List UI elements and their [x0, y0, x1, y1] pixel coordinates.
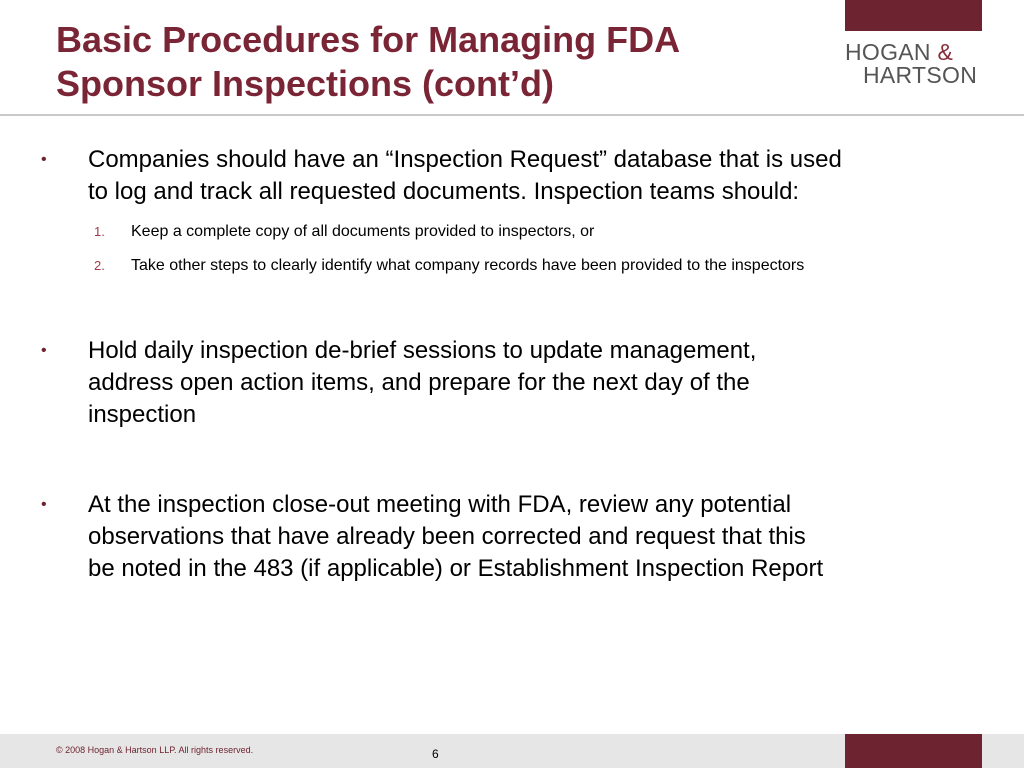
- page-number: 6: [432, 747, 439, 761]
- bullet-text-line: Companies should have an “Inspection Request” database that is used: [88, 146, 842, 173]
- company-logo-ampersand: &: [937, 39, 954, 65]
- company-logo-hogan: HOGAN: [845, 39, 931, 65]
- company-logo-hartson: HARTSON: [863, 62, 978, 88]
- numbered-list-item: [94, 221, 991, 243]
- slide-content: [36, 144, 991, 585]
- numbered-list-text: Take other steps to clearly identify what company records have been provided to the inspectors: [131, 257, 805, 274]
- top-brand-bar: [845, 0, 982, 31]
- bullet-marker: •: [41, 151, 47, 168]
- footer-brand-block: [845, 734, 982, 768]
- slide-title-line-1: Basic Procedures for Managing FDA: [56, 19, 681, 60]
- slide-title-line-2: Sponsor Inspections (cont’d): [56, 63, 555, 104]
- company-logo-line-1: [845, 41, 985, 64]
- numbered-list-item: [94, 255, 991, 277]
- bullet-text-line: At the inspection close-out meeting with FDA, review any potential: [88, 491, 792, 518]
- company-logo: [845, 41, 985, 89]
- bullet-item-daily-debrief: [36, 335, 991, 431]
- bullet-text-line: inspection: [88, 401, 197, 428]
- bullet-item-close-out-meeting: [36, 489, 991, 585]
- title-divider: [0, 114, 1024, 116]
- bullet-text-line: to log and track all requested documents. Inspection teams should:: [88, 178, 800, 205]
- number-marker: 1.: [94, 224, 105, 239]
- bullet-text-line: Hold daily inspection de-brief sessions to update management,: [88, 337, 757, 364]
- slide-title: [56, 18, 796, 106]
- number-marker: 2.: [94, 258, 105, 273]
- bullet-marker: •: [41, 342, 47, 359]
- numbered-list-text: Keep a complete copy of all documents provided to inspectors, or: [131, 223, 595, 240]
- copyright-text: © 2008 Hogan & Hartson LLP. All rights reserved.: [56, 745, 254, 755]
- bullet-text-line: observations that have already been corrected and request that this: [88, 523, 806, 550]
- bullet-item-inspection-request-database: [36, 144, 991, 277]
- bullet-text-line: be noted in the 483 (if applicable) or Establishment Inspection Report: [88, 555, 824, 582]
- bullet-marker: •: [41, 496, 47, 513]
- bullet-text-line: address open action items, and prepare for the next day of the: [88, 369, 750, 396]
- slide-footer: [0, 734, 1024, 768]
- inspection-team-actions-list: [88, 221, 991, 277]
